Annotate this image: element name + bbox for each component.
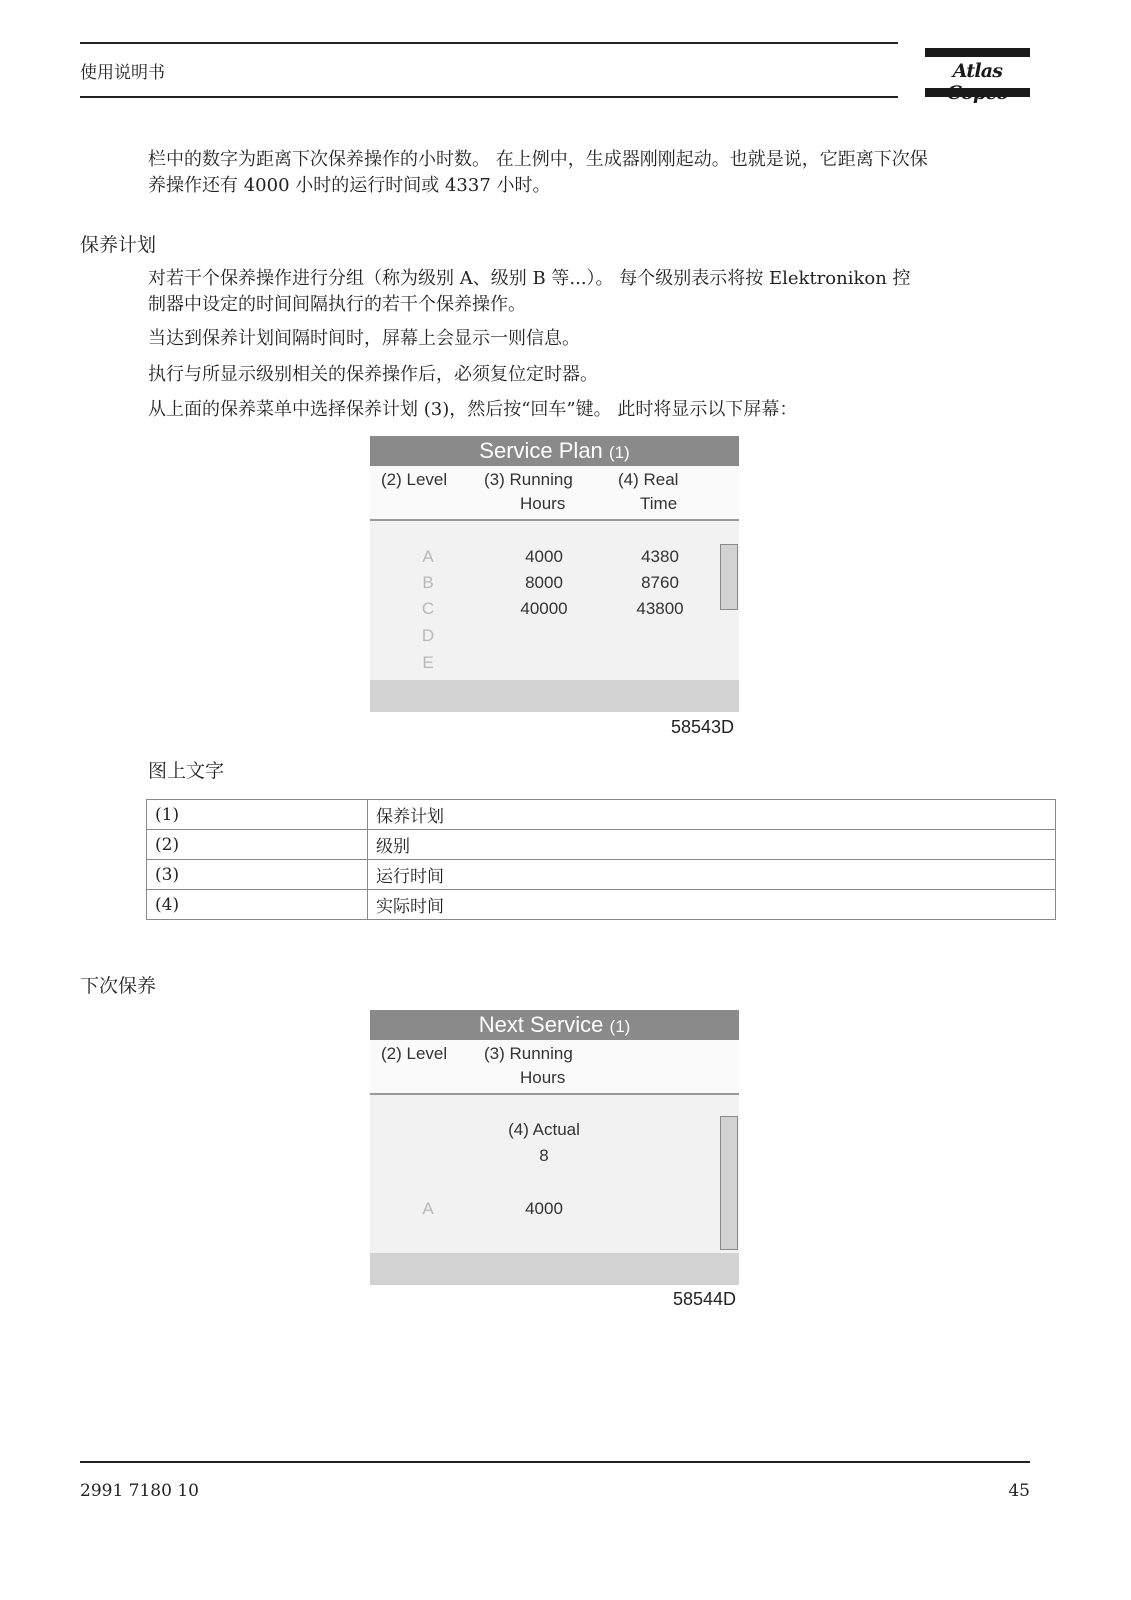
document-number: 2991 7180 10	[80, 1481, 199, 1501]
legend-text: 运行时间	[368, 860, 1056, 890]
column-level: (2) Level	[381, 470, 448, 489]
screen-footer-bar	[370, 680, 739, 712]
header-divider	[370, 519, 739, 521]
text-line: 栏中的数字为距离下次保养操作的小时数。 在上例中，生成器刚刚起动。也就是说，它距离下次保	[148, 149, 928, 170]
running-hours-value: 4000	[525, 1199, 563, 1218]
header-rule-top	[80, 42, 898, 44]
screen-title: Next Service	[478, 1012, 604, 1037]
running-hours-value: 40000	[520, 599, 568, 618]
table-row	[147, 830, 1056, 860]
header-rule-bottom	[80, 96, 898, 98]
screen-title-ref: (1)	[608, 443, 630, 462]
actual-value: 8	[539, 1146, 549, 1165]
legend-caption: 图上文字	[148, 760, 225, 782]
level-label: A	[422, 547, 434, 566]
table-row	[147, 800, 1056, 830]
legend-text: 保养计划	[368, 800, 1056, 830]
plan-paragraph: 从上面的保养菜单中选择保养计划 (3)，然后按“回车”键。 此时将显示以下屏幕：	[148, 399, 798, 420]
text-line: 养操作还有 4000 小时的运行时间或 4337 小时。	[148, 175, 551, 196]
header-divider	[370, 1093, 739, 1095]
actual-label: (4) Actual	[508, 1120, 580, 1139]
screen-footer-bar	[370, 1253, 739, 1285]
level-label: E	[422, 653, 434, 672]
real-time-value: 4380	[641, 547, 679, 566]
manual-title: 使用说明书	[80, 63, 165, 83]
screen-title-bar	[370, 1010, 739, 1040]
level-label: B	[422, 573, 434, 592]
footer-rule	[80, 1461, 1030, 1463]
legend-ref: (2)	[147, 830, 368, 860]
service-plan-screen	[370, 436, 739, 712]
plan-paragraph: 执行与所显示级别相关的保养操作后，必须复位定时器。	[148, 364, 598, 385]
screen-column-header	[370, 1040, 739, 1095]
atlas-copco-logo	[925, 48, 1030, 100]
level-label: A	[422, 1199, 434, 1218]
page-number: 45	[1008, 1481, 1030, 1501]
section-title-service-plan: 保养计划	[80, 234, 157, 256]
legend-ref: (4)	[147, 890, 368, 920]
column-level: (2) Level	[381, 1044, 448, 1063]
column-running-hours-unit: Hours	[520, 494, 566, 513]
logo-bar-top	[925, 48, 1030, 57]
screen-title-bar	[370, 436, 739, 466]
next-service-screen	[370, 1010, 739, 1285]
plan-paragraph	[148, 266, 1032, 318]
column-real-time: (4) Real	[618, 470, 679, 489]
next-service-list	[370, 1110, 739, 1252]
section-title-next-service: 下次保养	[80, 975, 157, 997]
legend-ref: (1)	[147, 800, 368, 830]
legend-text: 实际时间	[368, 890, 1056, 920]
real-time-value: 8760	[641, 573, 679, 592]
plan-paragraph: 当达到保养计划间隔时间时，屏幕上会显示一则信息。	[148, 328, 580, 349]
running-hours-value: 4000	[525, 547, 563, 566]
level-label: D	[421, 626, 435, 645]
intro-paragraph	[148, 147, 1032, 199]
logo-bar-bottom	[925, 88, 1030, 97]
real-time-value: 43800	[636, 599, 684, 618]
column-running-hours: (3) Running	[484, 1044, 573, 1063]
service-plan-list	[370, 536, 739, 681]
legend-table	[146, 799, 1056, 920]
column-running-hours: (3) Running	[484, 470, 573, 489]
column-real-time-unit: Time	[640, 494, 678, 513]
table-row	[147, 860, 1056, 890]
legend-text: 级别	[368, 830, 1056, 860]
figure-id: 58543D	[671, 717, 735, 737]
running-hours-value: 8000	[525, 573, 563, 592]
screen-title-ref: (1)	[609, 1017, 631, 1036]
scrollbar-thumb[interactable]	[720, 1116, 738, 1250]
column-running-hours-unit: Hours	[520, 1068, 566, 1087]
figure-id: 58544D	[673, 1289, 737, 1309]
logo-text: Atlas	[952, 60, 1003, 82]
screen-column-header	[370, 466, 739, 521]
legend-ref: (3)	[147, 860, 368, 890]
level-label: C	[421, 599, 435, 618]
text-line: 对若干个保养操作进行分组（称为级别 A、级别 B 等...）。 每个级别表示将按 Elektronikon 控	[148, 268, 911, 289]
scrollbar-thumb[interactable]	[720, 544, 738, 610]
screen-title: Service Plan	[479, 438, 603, 463]
text-line: 制器中设定的时间间隔执行的若干个保养操作。	[148, 294, 526, 315]
table-row	[147, 890, 1056, 920]
